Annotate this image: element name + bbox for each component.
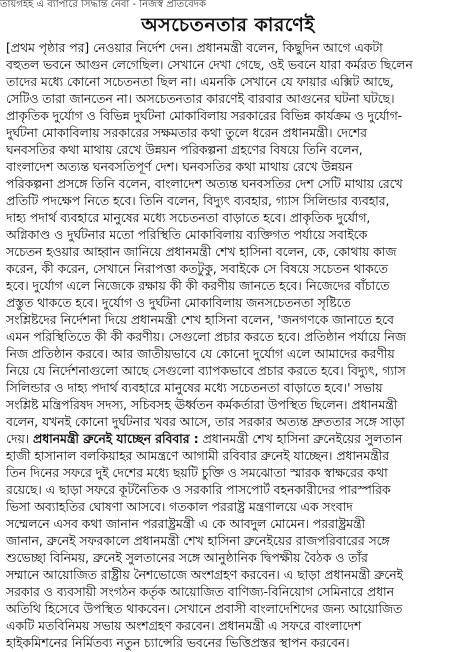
line-text: অগ্নিকাণ্ড ও দুর্ঘটনার মতো পরিস্থিতি মোকাবিলায় ব্যক্তিগত পর্যায়ে সবাইকে (6, 228, 368, 242)
article-body (6, 40, 450, 650)
line-text: [প্রথম পৃষ্ঠার পর] নেওয়ার নির্দেশ দেন। প্রধানমন্ত্রী বলেন, কিছুদিন আগে একটা (6, 41, 383, 55)
article-line (6, 125, 450, 142)
line-text: সম্মেলনে এসব কথা জানান পররাষ্ট্রমন্ত্রী এ কে আবদুল মোমেন। পররাষ্ট্রমন্ত্রী (6, 517, 366, 531)
article-line (6, 244, 450, 261)
article-line (6, 550, 450, 567)
line-text: শুভেচ্ছা বিনিময়, ব্রুনেই সুলতানের সঙ্গে আনুষ্ঠানিক দ্বিপক্ষীয় বৈঠক ও তাঁর (6, 551, 368, 565)
article-line (6, 346, 450, 363)
article-line (6, 159, 450, 176)
article-line (6, 312, 450, 329)
line-text: একটি মতবিনিময় সভায় অংশগ্রহণ করবেন। প্রধানমন্ত্রী এ সফরে বাংলাদেশ (6, 619, 362, 633)
line-text: দেয়। (6, 432, 30, 446)
article-line (6, 397, 450, 414)
line-text-tail: প্রধানমন্ত্রী শেখ হাসিনা ব্রুনেইয়ের সুলতান (198, 432, 403, 446)
article-line (6, 329, 450, 346)
article-line (6, 40, 450, 57)
line-text: সম্মানে আয়োজিত রাষ্ট্রীয় নৈশভোজে অংশগ্রহণ করবেন। এ ছাড়া প্রধানমন্ত্রী ব্রুনেই (6, 568, 403, 582)
line-text: সংশ্লিষ্টদের নির্দেশনা দিয়ে প্রধানমন্ত্রী শেখ হাসিনা বলেন, 'জনগণকে জানাতে হবে (6, 313, 394, 327)
line-text: অতিথি হিসেবে উপস্থিত থাকবেন। সেখানে প্রবাসী বাংলাদেশিদের জন্য আয়োজিত (6, 602, 403, 616)
line-text: সংশ্লিষ্ট মন্ত্রিপরিষদ সদস্য, সচিবসহ ঊর্ধ্বতন কর্মকর্তারা উপস্থিত ছিলেন। প্রধানমন্ত্রী (6, 398, 398, 412)
article-line (6, 431, 450, 448)
line-text: হবে। দুর্যোগ এলে নিজেকে রক্ষায় কী কী করণীয় জানতে হবে। নিজেদের বাঁচাতে (6, 279, 390, 293)
line-text: দুর্ঘটনা মোকাবিলায় সরকারের সক্ষমতার কথা তুলে ধরেন প্রধানমন্ত্রী। দেশের (6, 126, 367, 140)
article-line (6, 567, 450, 584)
line-text: বহুতল ভবনে আগুন লেগেছিল। সেখানে দেখা গেছে, ওই ভবনে যারা কর্মরত ছিলেন (6, 58, 413, 72)
article-line (6, 414, 450, 431)
line-text: সিলিন্ডার ও দাহ্য পদার্থ ব্যবহারে মানুষের মধ্যে সচেতনতা বাড়াতে হবে।' সভায় (6, 381, 383, 395)
line-text: জানান, ব্রুনেই সফরকালে প্রধানমন্ত্রী শেখ হাসিনা ব্রুনেইয়ের রাজপরিবারের সঙ্গে (6, 534, 390, 548)
article-line (6, 142, 450, 159)
line-text: রয়েছে। এ ছাড়া সফরে কূটনৈতিক ও সরকারি পাসপোর্ট বহনকারীদের পারস্পরিক (6, 483, 391, 497)
line-text: নিজ প্রতিষ্ঠান করবে। আর জাতীয়ভাবে যে কোনো দুর্যোগ এলে আমাদের করণীয় (6, 347, 395, 361)
line-text: তিন দিনের সফরে দুই দেশের মধ্যে ছয়টি চুক্তি ও সমঝোতা স্মারক স্বাক্ষরের কথা (6, 466, 388, 480)
line-text: নিয়ে যে নির্দেশনাগুলো আছে সেগুলো ব্যাপকভাবে প্রচার করতে হবে। বিদ্যুৎ, গ্যাস (6, 364, 406, 378)
line-text: সচেতন হওয়ার আহ্বান জানিয়ে প্রধানমন্ত্রী শেখ হাসিনা বলেন, কে, কোথায় কাজ (6, 245, 397, 259)
article-line (6, 601, 450, 618)
line-text: তাদের মধ্যে কোনো সচেতনতা ছিল না। এমনকি সেখানে যে ফায়ার এক্সিট আছে, (6, 75, 394, 89)
article-line (6, 108, 450, 125)
line-text: হাজী হাসানাল বলকিয়াহর আমন্ত্রণে আগামী রবিবার ব্রুনেই যাচ্ছেন। প্রধানমন্ত্রীর (6, 449, 389, 463)
line-text: ঘনবসতির কথা মাথায় রেখে উন্নয়ন পরিকল্পনা গ্রহণের বিষয়ে তিনি বলেন, (6, 143, 363, 157)
article-line (6, 91, 450, 108)
article-line (6, 210, 450, 227)
line-text: পরিকল্পনা প্রসঙ্গে তিনি বলেন, বাংলাদেশ অত্যন্ত ঘনবসতির দেশ সেটি মাথায় রেখে (6, 177, 403, 191)
article-line (6, 74, 450, 91)
article-line (6, 227, 450, 244)
article-line (6, 584, 450, 601)
article-line (6, 278, 450, 295)
line-text: প্রাকৃতিক দুর্যোগ ও বিভিন্ন দুর্ঘটনা মোকাবিলায় সরকারের বিভিন্ন কার্যক্রম ও দুর্যোগ- (6, 109, 403, 123)
line-text: প্রতিটি পদক্ষেপ নিতে হবে। তিনি বলেন, বিদ্যুৎ ব্যবহার, গ্যাস সিলিন্ডার ব্যবহার, (6, 194, 390, 208)
article-line (6, 618, 450, 635)
line-text: সরকার ও ব্যবসায়ী সংগঠন কর্তৃক আয়োজিত বাণিজ্য-বিনিয়োগ সেমিনারে প্রধান (6, 585, 394, 599)
line-text: প্রস্তুত থাকতে হবে। দুর্যোগ ও দুর্ঘটনা মোকাবিলায় জনসচেতনতা সৃষ্টিতে (6, 296, 351, 310)
line-text: দাহ্য পদার্থ ব্যবহারে মানুষের মধ্যে সচেতনতা বাড়াতে হবে। প্রাকৃতিক দুর্যোগ, (6, 211, 371, 225)
article-line (6, 448, 450, 465)
article-line (6, 465, 450, 482)
line-text: হাইকমিশনের নির্মিতব্য নতুন চ্যান্সেরি ভবনের ভিত্তিপ্রস্তর স্থাপন করবেন। (6, 636, 350, 650)
article-line (6, 482, 450, 499)
article-line (6, 533, 450, 550)
article-line (6, 57, 450, 74)
article-line (6, 516, 450, 533)
subheading-brunei-visit: প্রধানমন্ত্রী ব্রুনেই যাচ্ছেন রবিবার : (33, 432, 199, 446)
article-line (6, 363, 450, 380)
article-line (6, 380, 450, 397)
article-line (6, 295, 450, 312)
article-line (6, 261, 450, 278)
cut-off-previous-line: তায়গইহ এ ব্যাপারে সিদ্ধান্ত নেবা - নিজস্ব প্রতিবেদক (0, 0, 206, 10)
article-line (6, 499, 450, 516)
article-line (6, 635, 450, 652)
line-text: বাংলাদেশ অত্যন্ত ঘনবসতিপূর্ণ দেশ। ঘনবসতির কথা মাথায় রেখে উন্নয়ন (6, 160, 353, 174)
article-line (6, 193, 450, 210)
article-headline: অসচেতনতার কারণেই (141, 14, 315, 36)
line-text: ভিসা অব্যাহতির ঘোষণা আসবে। গতকাল পররাষ্ট্র মন্ত্রণালয়ে এক সংবাদ (6, 500, 353, 514)
article-line (6, 176, 450, 193)
line-text: বলেন, যখনই কোনো দুর্ঘটনার খবর আসে, তার সরকার অত্যন্ত দ্রুততার সঙ্গে সাড়া (6, 415, 405, 429)
line-text: সেটিও তারা জানতেন না। অসচেতনতার কারণেই বারবার আগুনের ঘটনা ঘটছে। (6, 92, 395, 106)
line-text: এমন পরিস্থিতিতে কী কী করণীয়। সেগুলো প্রচার করতে হবে। প্রতিষ্ঠান পর্যায়ে নিজ (6, 330, 406, 344)
line-text: করেন, কী করেন, সেখানে নিরাপত্তা কতটুকু, সবাইকে সে বিষয়ে সচেতন থাকতে (6, 262, 388, 276)
